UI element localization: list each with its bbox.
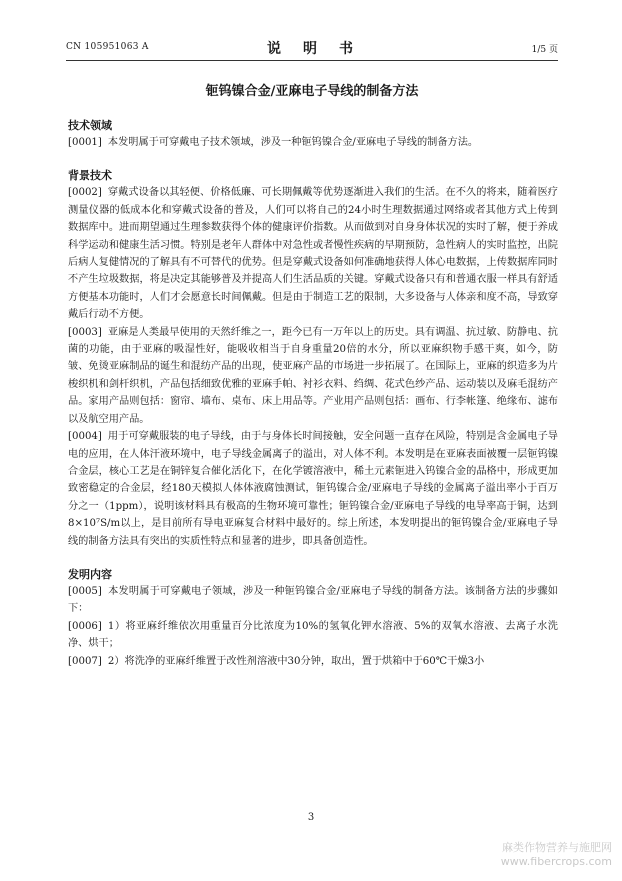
- paragraph-0006: [68, 618, 558, 653]
- paragraph-number: [0004]: [68, 431, 102, 443]
- page-indicator: 1/5 页: [531, 45, 558, 55]
- paragraph-0003: [68, 324, 558, 428]
- paragraph-number: [0001]: [68, 137, 102, 148]
- document-body: [68, 117, 558, 670]
- paragraph-0007: [68, 653, 558, 670]
- paragraph-text: 2）将洗净的亚麻纤维置于改性剂溶液中30分钟，取出，置于烘箱中于60℃干燥3小: [107, 655, 485, 667]
- watermark: [501, 841, 612, 869]
- paragraph-text: 用于可穿戴服装的电子导线，由于与身体长时间接触，安全问题一直存在风险，特别是含金属电子导电的应用，在人体汗液环境中，电子导线金属离子的溢出，对人体不利。本发明是在亚麻表面被覆一层钷钨镍合金层，核心工艺是在铜锌复合催化活化下，在化学镀溶液中，稀土元素钷进入钨镍合金的晶格中，形成更加致密稳定的合金层，经180天模拟人体体液腐蚀测试，钷钨镍合金/亚麻电子导线的金属离子溢出率小于百万分之一（1ppm），说明该材料具有极高的生物环境可靠性；钷钨镍合金/亚麻电子导线的电导率高于铜，达到8×10⁷S/m以上，是目前所有导电亚麻复合材料中最好的。综上所述，本发明提出的钷钨镍合金/亚麻电子导线的制备方法具有突出的实质性特点和显著的进步，即具备创造性。: [68, 431, 558, 547]
- watermark-url: www.fibercrops.com: [500, 855, 612, 868]
- paragraph-text: 1）将亚麻纤维依次用重量百分比浓度为10%的氢氧化钾水溶液、5%的双氧水溶液、去离子水洗净、烘干；: [68, 620, 558, 650]
- paragraph-number: [0006]: [68, 620, 102, 632]
- paragraph-number: [0007]: [68, 655, 102, 667]
- section-heading-summary: 发明内容: [68, 567, 112, 581]
- paragraph-text: 亚麻是人类最早使用的天然纤维之一，距今已有一万年以上的历史。具有调温、抗过敏、防静电、抗菌的功能，由于亚麻的吸湿性好，能吸收相当于自身重量20倍的水分，所以亚麻织物手感干爽，如今，防皱、免烫亚麻制品的诞生和混纺产品的出现，使亚麻产品的市场进一步拓展了。在国际上，亚麻的织造多为片梭织机和剑杆织机，产品包括细致优雅的亚麻手帕、衬衫衣料、绉绸、花式色纱产品、运动装以及麻毛混纺产品。家用产品则包括：窗帘、墙布、桌布、床上用品等。产业用产品则包括：画布、行李帐篷、绝缘布、滤布以及航空用产品。: [68, 326, 558, 425]
- page-header: [66, 38, 558, 58]
- paragraph-0004: [68, 428, 558, 550]
- paragraph-text: 穿戴式设备以其轻便、价格低廉、可长期佩戴等优势逐渐进入我们的生活。在不久的将来，随着医疗测量仪器的低成本化和穿戴式设备的普及，人们可以将自己的24小时生理数据通过网络或者其他方式上传到数据库中。进而期望通过生理参数获得个体的健康评价指数。从而做到对自身身体状况的实时了解，便于养成科学运动和健康生活习惯。特别是老年人群体中对急性或者慢性疾病的早期预防，急性病人的实时监控，出院后病人复健情况的了解具有不可替代的优势。但是穿戴式设备如何准确地获得人体心电数据，上传数据库同时不产生垃圾数据，将是决定其能够普及并提高人们生活品质的关键。穿戴式设备只有和普通衣服一样具有舒适方便基本功能时，人们才会愿意长时间佩戴。但是由于制造工艺的限制，大多设备与人体亲和度不高，导致穿戴后行动不方便。: [68, 187, 558, 321]
- section-heading-background: 背景技术: [68, 169, 112, 183]
- document-type: 说 明 书: [267, 41, 357, 57]
- header-divider: [66, 60, 558, 61]
- paragraph-number: [0005]: [68, 585, 102, 597]
- section-heading-technical-field: 技术领域: [68, 119, 112, 132]
- paragraph-0001: [68, 134, 558, 151]
- paragraph-number: [0002]: [68, 187, 102, 199]
- publication-number: CN 105951063 A: [66, 42, 149, 52]
- paragraph-number: [0003]: [68, 326, 102, 338]
- paragraph-text: 本发明属于可穿戴电子领域，涉及一种钷钨镍合金/亚麻电子导线的制备方法。该制备方法的步骤如下：: [68, 585, 558, 615]
- paragraph-0002: [68, 184, 558, 323]
- watermark-site-name: 麻类作物营养与施肥网: [502, 841, 612, 854]
- paragraph-0005: [68, 583, 558, 618]
- paragraph-text: 本发明属于可穿戴电子技术领域，涉及一种钷钨镍合金/亚麻电子导线的制备方法。: [107, 137, 479, 148]
- page-number: 3: [307, 812, 315, 823]
- document-title: 钷钨镍合金/亚麻电子导线的制备方法: [205, 84, 419, 99]
